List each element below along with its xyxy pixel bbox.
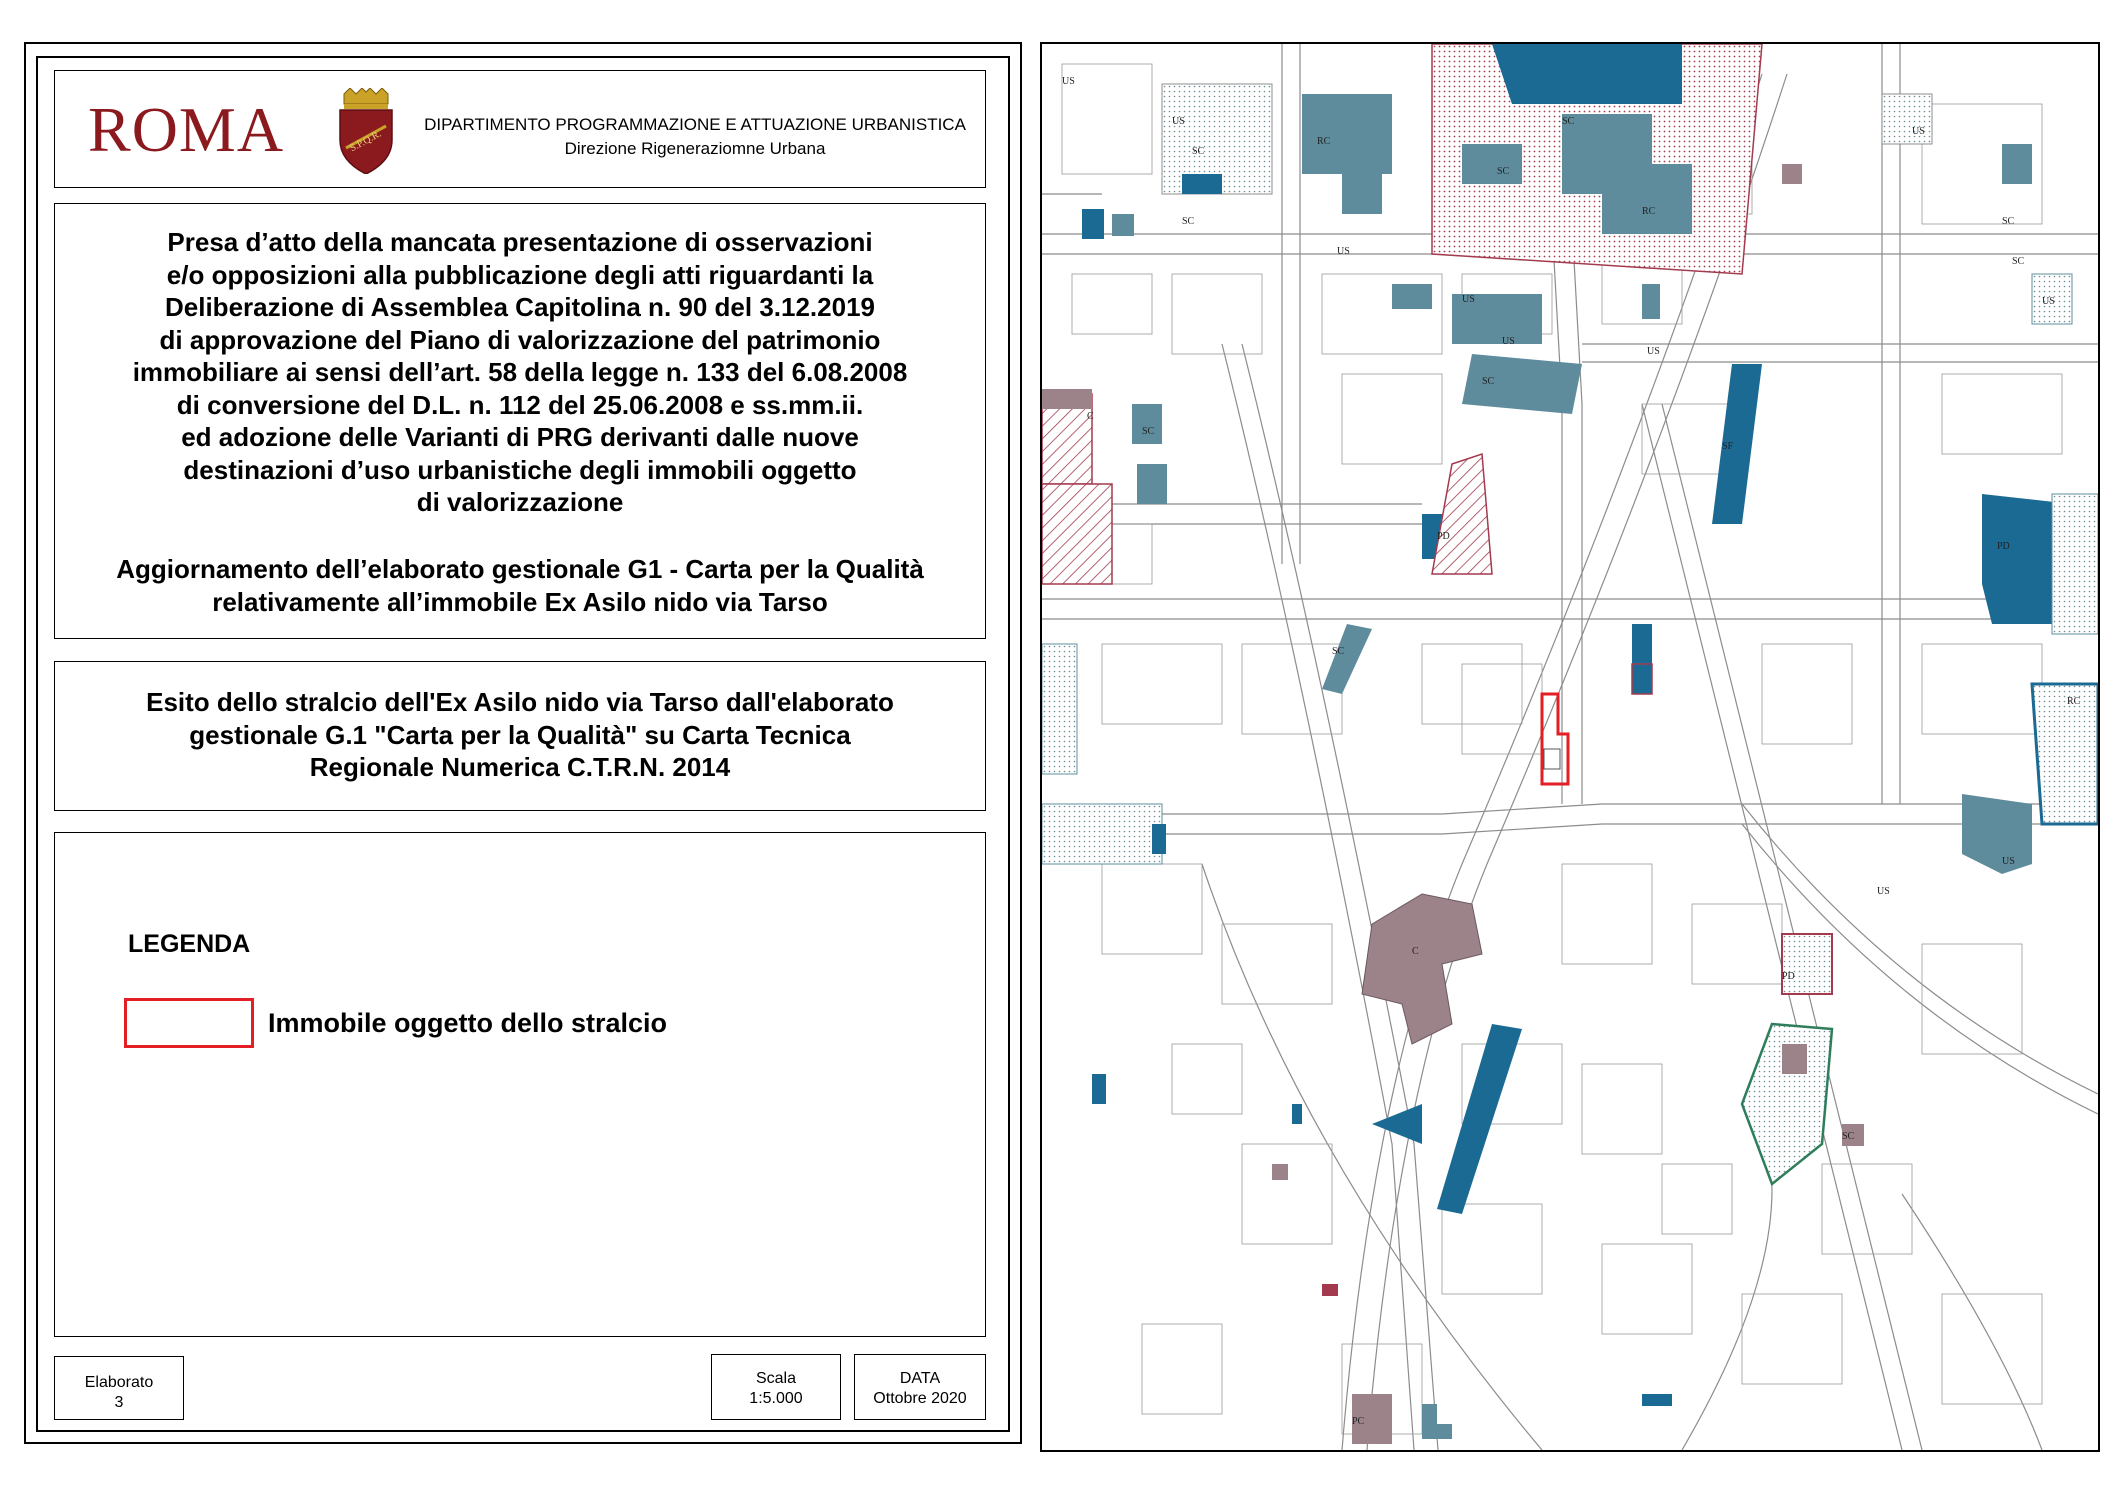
legend-item-label: Immobile oggetto dello stralcio (268, 1008, 668, 1038)
zone-labels (1062, 76, 2081, 1427)
title-line: immobiliare ai sensi dell’art. 58 della legge n. 133 del 6.08.2008 (132, 357, 908, 387)
zone-label: SC (1182, 216, 1195, 227)
subtitle-line: Aggiornamento dell’elaborato gestionale G1 - Carta per la Qualità (116, 554, 924, 584)
roma-crest-icon (334, 88, 398, 174)
dotted-block (2052, 494, 2098, 634)
esito-text (60, 686, 980, 784)
teal-block (1112, 214, 1134, 236)
teal-block (1322, 624, 1372, 694)
parcel-building-outline (1544, 749, 1560, 769)
title-line: e/o opposizioni alla pubblicazione degli atti riguardanti la (166, 259, 874, 290)
blue-block (1082, 209, 1104, 239)
zone-label: US (1462, 294, 1475, 305)
subtitle-line: relativamente all’immobile Ex Asilo nido via Tarso (212, 586, 828, 617)
dotted-block (1042, 804, 1162, 864)
urban-map[interactable] (1042, 44, 2098, 1450)
dotted-block (1042, 644, 1077, 774)
mauve-block (1272, 1164, 1288, 1180)
roma-logo-text: ROMA (88, 94, 285, 165)
zone-label: SC (1562, 116, 1575, 127)
zone-label: SC (1482, 376, 1495, 387)
mauve-building (1362, 894, 1482, 1044)
teal-block (1342, 154, 1382, 214)
crimson-block (1322, 1284, 1338, 1296)
document-title (60, 226, 980, 519)
teal-block (1962, 794, 2032, 874)
zone-label: SC (2002, 216, 2015, 227)
scala-value: 1:5.000 (749, 1390, 803, 1407)
zone-label: US (1062, 76, 1075, 87)
zone-label: SC (1192, 146, 1205, 157)
zone-label: US (1647, 346, 1660, 357)
zone-label: SC (1142, 426, 1155, 437)
blue-block (1492, 44, 1682, 104)
data-box (854, 1354, 986, 1420)
zone-label: RC (1317, 136, 1331, 147)
zone-label: US (1337, 246, 1350, 257)
teal-block (1462, 144, 1522, 184)
highlighted-parcel[interactable] (1542, 694, 1568, 784)
crimson-outlined-block (1782, 934, 1832, 994)
blue-block (1152, 824, 1166, 854)
zone-label: PD (1437, 531, 1450, 542)
zone-label: SF (1722, 441, 1734, 452)
title-line: di conversione del D.L. n. 112 del 25.06.2008 e ss.mm.ii. (176, 389, 864, 420)
scala-label: Scala (755, 1370, 797, 1387)
blue-block (1092, 1074, 1106, 1104)
rail-building (1437, 1024, 1522, 1214)
legend-title: LEGENDA (128, 930, 251, 958)
zone-label: US (1912, 126, 1925, 137)
teal-block (1392, 284, 1432, 309)
blue-block (1642, 1394, 1672, 1406)
zone-label: US (1172, 116, 1185, 127)
crimson-outlined-block (1632, 664, 1652, 694)
mauve-block (1042, 389, 1092, 409)
title-line: ed adozione delle Varianti di PRG derivanti dalle nuove (181, 422, 859, 452)
teal-block (1462, 354, 1582, 414)
teal-block (2002, 144, 2032, 184)
direction-name: Direzione Rigeneraziomne Urbana (564, 139, 826, 158)
zone-label: SC (1497, 166, 1510, 177)
zone-label: SC (2012, 256, 2025, 267)
zone-label: C (1087, 411, 1094, 422)
zone-label: PD (1782, 971, 1795, 982)
blue-block (1182, 174, 1222, 194)
zone-label: C (1412, 946, 1419, 957)
zone-label: PC (1352, 1416, 1365, 1427)
hatched-block (1042, 484, 1112, 584)
esito-line: gestionale G.1 "Carta per la Qualità" su Carta Tecnica (189, 719, 851, 750)
zone-label: SC (1332, 646, 1345, 657)
elaborato-label: Elaborato (84, 1374, 154, 1391)
legend-box (54, 832, 986, 1337)
blue-block (1292, 1104, 1302, 1124)
map-panel[interactable] (1040, 42, 2100, 1452)
title-line: di approvazione del Piano di valorizzazione del patrimonio (159, 324, 881, 355)
data-label: DATA (899, 1370, 941, 1387)
title-line: Deliberazione di Assemblea Capitolina n. 90 del 3.12.2019 (165, 292, 875, 322)
zone-label: US (1877, 886, 1890, 897)
zone-label: RC (2067, 696, 2081, 707)
zone-label: US (2002, 856, 2015, 867)
arrow-shape (1372, 1104, 1422, 1144)
department-name: DIPARTIMENTO PROGRAMMAZIONE E ATTUAZIONE URBANISTICA (424, 115, 966, 134)
scala-box (711, 1354, 841, 1420)
data-value: Ottobre 2020 (873, 1390, 967, 1407)
department-block (410, 113, 980, 161)
elaborato-value: 3 (114, 1394, 124, 1411)
title-line: destinazioni d’uso urbanistiche degli immobili oggetto (183, 454, 857, 485)
zone-label: RC (1642, 206, 1656, 217)
rail-building (1712, 364, 1762, 524)
document-subtitle (60, 553, 980, 618)
dotted-block (2032, 684, 2098, 824)
zone-label: PD (1997, 541, 2010, 552)
teal-block (1422, 1404, 1452, 1439)
esito-line: Regionale Numerica C.T.R.N. 2014 (309, 752, 731, 782)
mauve-block (1782, 164, 1802, 184)
elaborato-box (54, 1356, 184, 1420)
mauve-block (1782, 1044, 1807, 1074)
title-line: Presa d’atto della mancata presentazione di osservazioni (167, 227, 873, 257)
title-line: di valorizzazione (416, 487, 624, 517)
legend-swatch-red-outline (124, 998, 254, 1048)
zone-label: US (1502, 336, 1515, 347)
teal-block (1137, 464, 1167, 504)
zone-label: US (2042, 296, 2055, 307)
teal-block (1642, 284, 1660, 319)
zone-label: SC (1842, 1131, 1855, 1142)
teal-block (1132, 404, 1162, 444)
crest-text: S.P.Q.R. (348, 128, 384, 155)
esito-line: Esito dello stralcio dell'Ex Asilo nido via Tarso dall'elaborato (146, 687, 894, 717)
